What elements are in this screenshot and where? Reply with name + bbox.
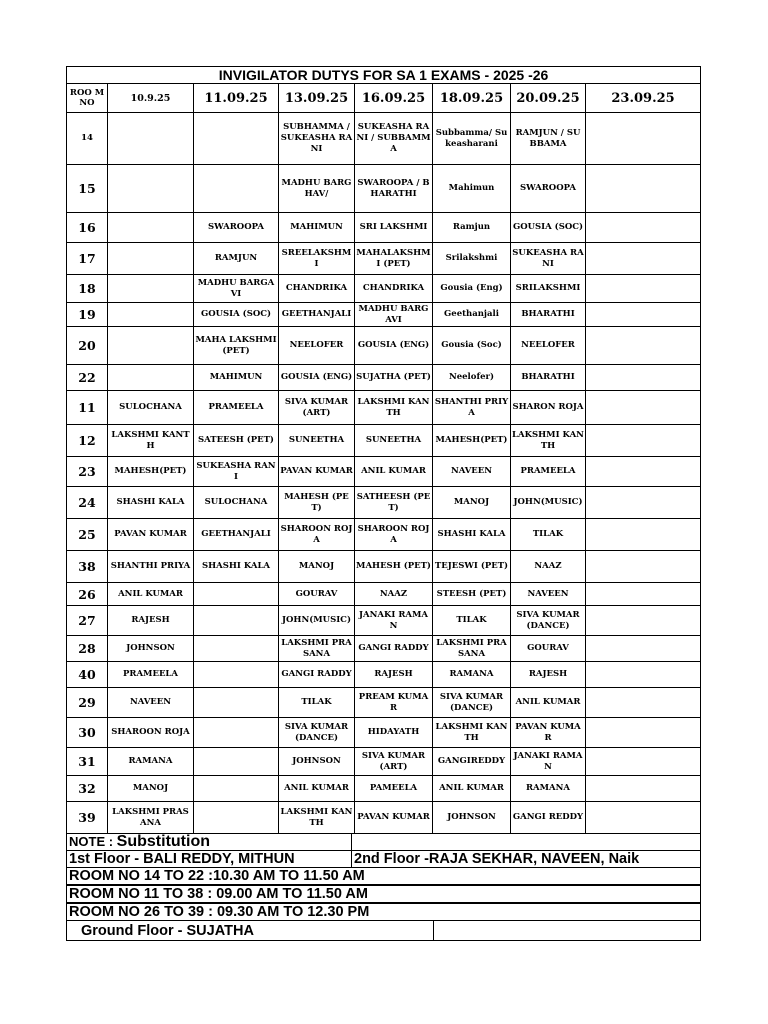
duty-cell: RAJESH [355,662,433,688]
room-number: 26 [67,583,108,606]
room-number: 30 [67,718,108,748]
table-row [67,303,701,327]
table-row [67,802,701,834]
table-row [67,551,701,583]
first-floor-note: 1st Floor - BALI REDDY, MITHUN [67,851,352,868]
duty-cell: Srilakshmi [433,243,511,275]
duty-cell [586,165,701,213]
duty-cell: LAKSHMI KANTH [279,802,355,834]
duty-cell: MAHESH (PET) [355,551,433,583]
date-header: 11.09.25 [194,84,279,113]
duty-cell: SIVA KUMAR (DANCE) [511,606,586,636]
room-number: 23 [67,457,108,487]
duty-cell [108,303,194,327]
duty-cell [194,776,279,802]
table-row [67,487,701,519]
duty-cell: SHAROON ROJA [279,519,355,551]
timing-note-2: ROOM NO 11 TO 38 : 09.00 AM TO 11.50 AM [67,885,701,903]
duty-cell: Subbamma/ Sukeasharani [433,113,511,165]
duty-cell [194,165,279,213]
duty-cell [586,662,701,688]
duty-cell: SUKEASHA RANI [194,457,279,487]
duty-cell: NAVEEN [511,583,586,606]
notes-table [66,834,701,941]
date-header: 10.9.25 [108,84,194,113]
duty-cell [194,583,279,606]
duty-sheet [66,66,700,941]
duty-cell [586,113,701,165]
duty-cell: MAHA LAKSHMI (PET) [194,327,279,365]
duty-cell: NAAZ [355,583,433,606]
duty-cell: SWAROOPA [511,165,586,213]
duty-cell [194,748,279,776]
room-number: 14 [67,113,108,165]
date-header: 20.09.25 [511,84,586,113]
duty-cell [194,636,279,662]
duty-cell: JOHN(MUSIC) [279,606,355,636]
room-number: 25 [67,519,108,551]
table-row [67,425,701,457]
room-number: 15 [67,165,108,213]
duty-cell: SRILAKSHMI [511,275,586,303]
duty-cell: BHARATHI [511,365,586,391]
duty-cell: MAHESH(PET) [108,457,194,487]
room-number: 28 [67,636,108,662]
duty-cell: RAMANA [108,748,194,776]
duty-cell: LAKSHMI KANTH [108,425,194,457]
table-row [67,519,701,551]
duty-cell [586,802,701,834]
duty-cell: GANGI RADDY [355,636,433,662]
duty-cell: SHARON ROJA [511,391,586,425]
duty-cell: Geethanjali [433,303,511,327]
duty-cell: Ramjun [433,213,511,243]
duty-cell [194,113,279,165]
room-number: 18 [67,275,108,303]
duty-cell: NAAZ [511,551,586,583]
room-number: 11 [67,391,108,425]
duty-cell: GOUSIA (SOC) [194,303,279,327]
duty-cell: MAHIMUN [194,365,279,391]
duty-cell: SHASHI KALA [433,519,511,551]
duty-cell [586,275,701,303]
duty-cell [586,487,701,519]
room-number: 38 [67,551,108,583]
ground-empty-cell [434,921,701,941]
table-row [67,275,701,303]
duty-cell: SUBHAMMA / SUKEASHA RANI [279,113,355,165]
duty-cell: SIVA KUMAR (DANCE) [433,688,511,718]
timing-note-3: ROOM NO 26 TO 39 : 09.30 AM TO 12.30 PM [67,903,701,921]
room-number: 20 [67,327,108,365]
duty-cell: RAMJUN / SUBBAMA [511,113,586,165]
duty-cell: SHANTHI PRIYA [108,551,194,583]
second-floor-note: 2nd Floor -RAJA SEKHAR, NAVEEN, Naik [352,851,701,868]
duty-cell: Gousia (Soc) [433,327,511,365]
duty-cell: JOHNSON [279,748,355,776]
duty-cell: Gousia (Eng) [433,275,511,303]
duty-cell: LAKSHMI PRASANA [279,636,355,662]
duty-cell: MAHIMUN [279,213,355,243]
table-row [67,391,701,425]
duty-cell: GEETHANJALI [279,303,355,327]
table-row [67,243,701,275]
duty-cell: RAMANA [433,662,511,688]
duty-cell: SWAROOPA / BHARATHI [355,165,433,213]
duty-cell [586,243,701,275]
table-row [67,748,701,776]
duty-cell: MANOJ [108,776,194,802]
note-label: NOTE : [69,834,117,849]
duty-cell: RAJESH [108,606,194,636]
duty-cell: LAKSHMI PRASANA [433,636,511,662]
duty-cell [194,802,279,834]
duty-cell [586,583,701,606]
page-title: INVIGILATOR DUTYS FOR SA 1 EXAMS - 2025 -26 [67,67,701,84]
duty-cell: GANGIREDDY [433,748,511,776]
duty-cell: Mahimun [433,165,511,213]
duty-cell: SREELAKSHMI [279,243,355,275]
duty-cell [586,365,701,391]
duty-cell [194,662,279,688]
duty-cell: PAVAN KUMAR [511,718,586,748]
duty-cell: LAKSHMI KANTH [433,718,511,748]
duty-cell: SUKEASHA RANI [511,243,586,275]
duty-cell: SATEESH (PET) [194,425,279,457]
duty-cell: SHANTHI PRIYA [433,391,511,425]
room-number: 19 [67,303,108,327]
duty-cell: SULOCHANA [108,391,194,425]
duty-cell: RAMJUN [194,243,279,275]
duty-cell: TILAK [511,519,586,551]
note-value: Substitution [116,834,210,850]
duty-cell: GOURAV [279,583,355,606]
table-row [67,213,701,243]
room-number: 29 [67,688,108,718]
note-cell [67,834,352,851]
duty-cell [194,606,279,636]
duty-cell [586,425,701,457]
duty-cell: MANOJ [433,487,511,519]
room-number: 31 [67,748,108,776]
table-row [67,662,701,688]
duty-cell [108,243,194,275]
duty-cell: RAJESH [511,662,586,688]
duty-cell: NEELOFER [511,327,586,365]
table-row [67,688,701,718]
duty-cell: ANIL KUMAR [433,776,511,802]
room-number: 16 [67,213,108,243]
duty-cell: SUJATHA (PET) [355,365,433,391]
duty-cell: JANAKI RAMAN [355,606,433,636]
table-row [67,365,701,391]
duty-cell [586,519,701,551]
duty-cell [194,718,279,748]
duty-cell: NAVEEN [108,688,194,718]
room-number: 22 [67,365,108,391]
duty-cell: GANGI RADDY [279,662,355,688]
duty-cell: PRAMEELA [511,457,586,487]
duty-cell: PAVAN KUMAR [108,519,194,551]
duty-cell: SHAROON ROJA [108,718,194,748]
duty-cell [586,776,701,802]
duty-cell: CHANDRIKA [279,275,355,303]
duty-cell: PRAMEELA [108,662,194,688]
table-row [67,718,701,748]
duty-cell: SHAROON ROJA [355,519,433,551]
duty-cell: GANGI REDDY [511,802,586,834]
note-empty-cell [352,834,701,851]
duty-cell: PAVAN KUMAR [279,457,355,487]
duty-cell: HIDAYATH [355,718,433,748]
duty-cell: SWAROOPA [194,213,279,243]
duty-cell: PAMEELA [355,776,433,802]
duty-cell: MAHESH(PET) [433,425,511,457]
duty-cell: SHASHI KALA [108,487,194,519]
duty-cell: RAMANA [511,776,586,802]
duty-cell: GOURAV [511,636,586,662]
duty-cell: SATHEESH (PET) [355,487,433,519]
room-number: 32 [67,776,108,802]
duty-cell: TILAK [279,688,355,718]
duty-cell [586,303,701,327]
duty-cell: SRI LAKSHMI [355,213,433,243]
duty-cell [194,688,279,718]
duty-cell [108,275,194,303]
timing-note-1: ROOM NO 14 TO 22 :10.30 AM TO 11.50 AM [67,868,701,886]
duty-cell: GOUSIA (SOC) [511,213,586,243]
duty-cell [586,636,701,662]
room-number: 27 [67,606,108,636]
duty-cell: TILAK [433,606,511,636]
room-number: 40 [67,662,108,688]
duty-cell: Neelofer) [433,365,511,391]
duty-cell: JANAKI RAMAN [511,748,586,776]
duty-cell: JOHNSON [433,802,511,834]
duty-cell: PAVAN KUMAR [355,802,433,834]
duty-cell: ANIL KUMAR [279,776,355,802]
duty-cell: NAVEEN [433,457,511,487]
duty-cell [586,688,701,718]
duty-cell: NEELOFER [279,327,355,365]
table-row [67,776,701,802]
duty-cell: SUNEETHA [279,425,355,457]
duty-cell [586,391,701,425]
duty-cell: MAHESH (PET) [279,487,355,519]
duty-cell: MADHU BARGAVI [194,275,279,303]
duty-cell: MAHALAKSHMI (PET) [355,243,433,275]
date-header: 23.09.25 [586,84,701,113]
duty-cell: STEESH (PET) [433,583,511,606]
duty-cell: LAKSHMI PRASANA [108,802,194,834]
duty-cell: GOUSIA (ENG) [279,365,355,391]
duty-cell: MANOJ [279,551,355,583]
room-number: 24 [67,487,108,519]
table-row [67,165,701,213]
duty-cell: MADHU BARGHAV/ [279,165,355,213]
duty-cell: LAKSHMI KANTH [511,425,586,457]
duty-table [66,66,701,834]
duty-cell: JOHN(MUSIC) [511,487,586,519]
duty-cell: SULOCHANA [194,487,279,519]
duty-cell: GOUSIA (ENG) [355,327,433,365]
duty-cell: BHARATHI [511,303,586,327]
duty-cell: GEETHANJALI [194,519,279,551]
duty-cell: SHASHI KALA [194,551,279,583]
duty-cell: PRAMEELA [194,391,279,425]
duty-cell: ANIL KUMAR [108,583,194,606]
table-row [67,113,701,165]
duty-cell: SIVA KUMAR (ART) [355,748,433,776]
duty-cell [586,327,701,365]
table-row [67,636,701,662]
table-row [67,583,701,606]
duty-cell [108,365,194,391]
duty-cell [108,165,194,213]
date-header: 18.09.25 [433,84,511,113]
duty-cell: TEJESWI (PET) [433,551,511,583]
duty-cell: LAKSHMI KANTH [355,391,433,425]
duty-cell: ANIL KUMAR [511,688,586,718]
duty-cell [586,748,701,776]
duty-cell: SUKEASHA RANI / SUBBAMMA [355,113,433,165]
duty-cell [108,113,194,165]
duty-cell: ANIL KUMAR [355,457,433,487]
duty-cell [586,213,701,243]
date-header: 16.09.25 [355,84,433,113]
duty-cell: MADHU BARGAVI [355,303,433,327]
duty-cell: SIVA KUMAR (ART) [279,391,355,425]
duty-cell [586,606,701,636]
duty-cell: SUNEETHA [355,425,433,457]
room-number: 12 [67,425,108,457]
table-row [67,457,701,487]
duty-cell [586,551,701,583]
duty-cell [108,327,194,365]
room-number: 17 [67,243,108,275]
duty-cell: PREAM KUMAR [355,688,433,718]
room-number: 39 [67,802,108,834]
duty-cell [586,718,701,748]
duty-cell [586,457,701,487]
duty-cell: JOHNSON [108,636,194,662]
table-row [67,606,701,636]
date-header: 13.09.25 [279,84,355,113]
duty-cell: CHANDRIKA [355,275,433,303]
table-row [67,327,701,365]
duty-cell: SIVA KUMAR (DANCE) [279,718,355,748]
duty-cell [108,213,194,243]
ground-floor-note: Ground Floor - SUJATHA [67,921,434,941]
room-no-header: ROO M NO [67,84,108,113]
